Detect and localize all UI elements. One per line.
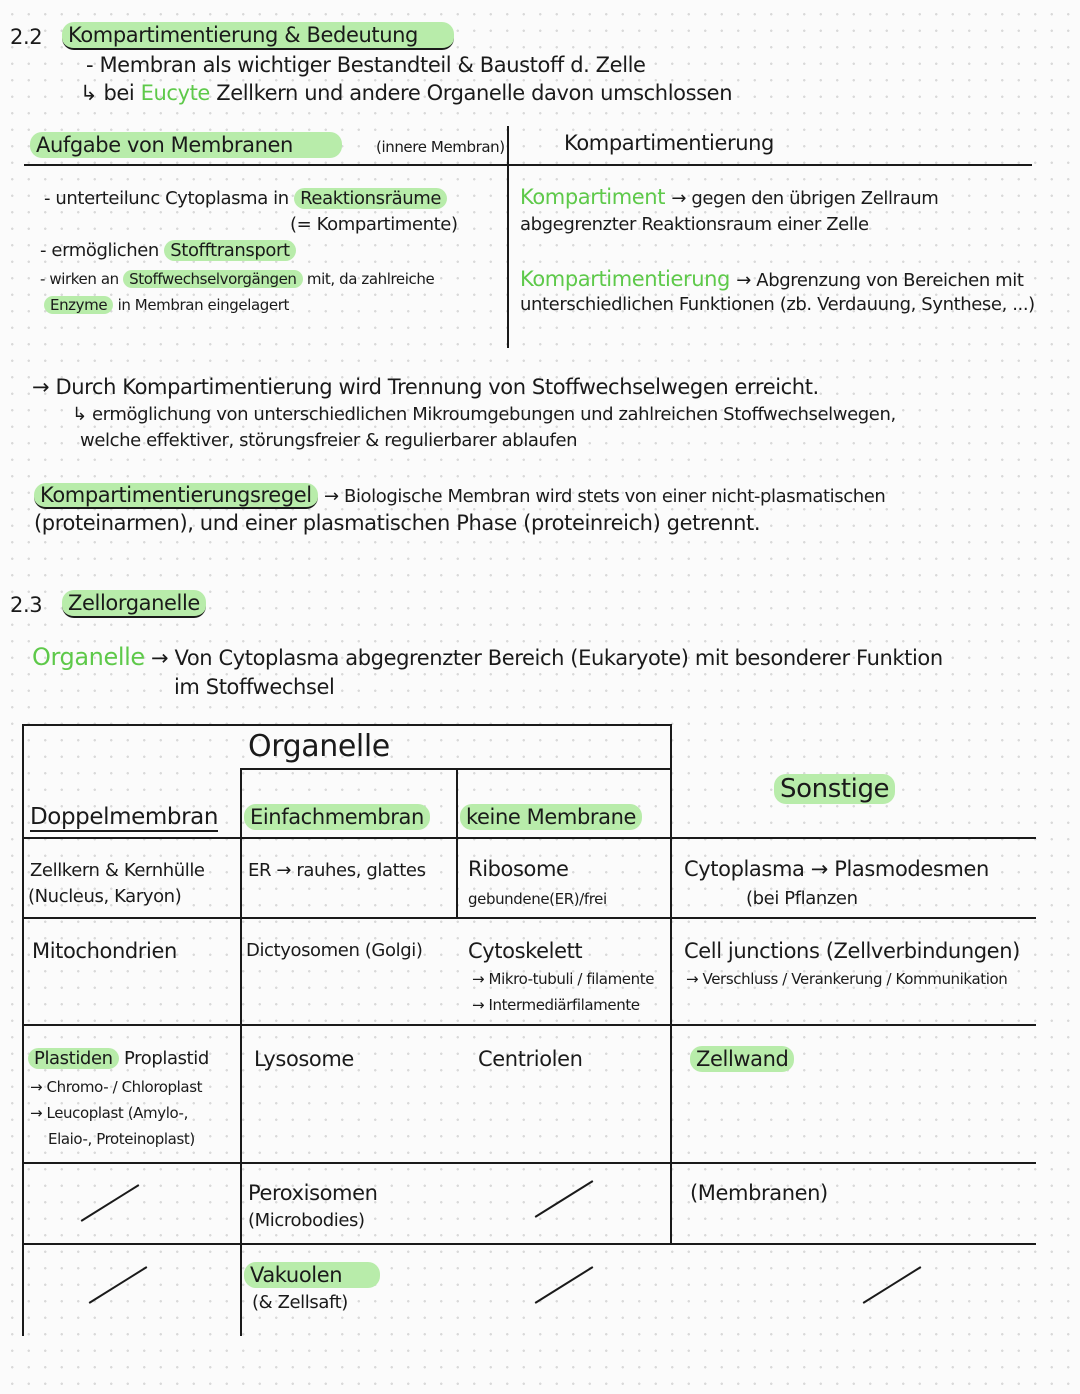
section-number-2-3: 2.3 — [10, 593, 43, 617]
section-number-2-2: 2.2 — [10, 25, 43, 49]
t2-row1-bottom — [22, 917, 1036, 919]
eingelagert-text: in Membran eingelagert — [117, 296, 289, 314]
mikrotubuli-sub: → Mikro-tubuli / filamente — [472, 970, 655, 988]
section-title-kompartimentierung: Kompartimentierung & Bedeutung — [62, 22, 454, 50]
organelle-def-line — [32, 644, 943, 671]
dictyosomen-cell: Dictyosomen (Golgi) — [246, 940, 423, 961]
zellwand-cell: Zellwand — [690, 1046, 794, 1072]
kompartiment-def-line — [520, 184, 938, 212]
arrow-prefix: ↳ bei — [80, 81, 135, 105]
sonstige-header: Sonstige — [774, 774, 895, 804]
organelle-def: → Von Cytoplasma abgegrenzter Bereich (Eukaryote) mit besonderer Funktion — [151, 646, 943, 670]
empty-slash-r4c1 — [81, 1184, 140, 1222]
einfachmembran-header: Einfachmembran — [244, 804, 430, 830]
abgrenzung-def: → Abgrenzung von Bereichen mit — [736, 270, 1024, 291]
kompartimentierung-def-line — [520, 266, 1024, 294]
t2-top — [22, 724, 672, 726]
kompartimentierung-heading: Kompartimentierung — [564, 131, 774, 155]
section-title-zellorganelle: Zellorganelle — [62, 590, 206, 618]
membranen-cell: (Membranen) — [690, 1181, 828, 1205]
eucyte-rest: Zellkern und andere Organelle davon umschlossen — [216, 81, 733, 105]
table1-divider — [507, 126, 509, 348]
centriolen-cell: Centriolen — [478, 1047, 583, 1071]
organelle-header: Organelle — [248, 729, 390, 764]
plastiden-cell — [28, 1046, 209, 1072]
aufgabe-heading: Aufgabe von Membranen — [30, 132, 342, 158]
elaio-sub: Elaio-, Proteinoplast) — [48, 1130, 195, 1148]
doppelmembran-header: Doppelmembran — [30, 804, 219, 830]
kompartimentierungsregel-term: Kompartimentierungsregel — [34, 483, 318, 509]
plastiden-term: Plastiden — [28, 1048, 119, 1069]
zellsaft-sub: (& Zellsaft) — [252, 1292, 348, 1313]
ribosome-sub: gebundene(ER)/frei — [468, 890, 607, 908]
unterteilung-text — [44, 186, 447, 212]
reaktionsraeume-term: Reaktionsräume — [294, 188, 447, 209]
t2-row4-bottom — [22, 1243, 1036, 1245]
enzyme-text — [44, 292, 289, 318]
mitochondrien-cell: Mitochondrien — [32, 939, 177, 963]
regel-line — [34, 482, 885, 510]
er-cell: ER → rauhes, glattes — [248, 860, 426, 881]
kompartimente-note: (= Kompartimente) — [290, 214, 458, 235]
enzyme-term: Enzyme — [44, 296, 113, 314]
empty-slash-r4c3 — [535, 1180, 594, 1218]
kompartiment-term: Kompartiment — [520, 185, 666, 209]
chromo-sub: → Chromo- / Chloroplast — [30, 1078, 203, 1096]
t2-organelle-sub — [240, 768, 670, 770]
kompartiment-def: → gegen den übrigen Zellraum — [671, 188, 939, 209]
leucoplast-sub: → Leucoplast (Amylo-, — [30, 1104, 188, 1122]
effektiver-line: welche effektiver, störungsfreier & regulierbarer ablaufen — [80, 430, 578, 451]
kompartimentierung-term: Kompartimentierung — [520, 267, 730, 291]
stoffwechsel-line: im Stoffwechsel — [174, 675, 335, 699]
keine-membrane-header: keine Membrane — [460, 804, 642, 830]
unterteilung-prefix: - unterteilunc Cytoplasma in — [44, 188, 289, 209]
organelle-term: Organelle — [32, 643, 145, 671]
funktionen-line: unterschiedlichen Funktionen (zb. Verdauung, Synthese, ...) — [520, 294, 1035, 315]
microbodies-sub: (Microbodies) — [248, 1210, 365, 1231]
regel-line-2: (proteinarmen), und einer plasmatischen Phase (proteinreich) getrennt. — [34, 511, 761, 535]
vakuolen-cell: Vakuolen — [244, 1262, 380, 1288]
stofftransport-text — [40, 238, 296, 264]
zahlreiche-text: mit, da zahlreiche — [306, 270, 435, 288]
trennung-line: → Durch Kompartimentierung wird Trennung von Stoffwechselwegen erreicht. — [32, 375, 819, 399]
nucleus-cell: (Nucleus, Karyon) — [28, 886, 182, 907]
empty-slash-r5c4 — [863, 1266, 922, 1304]
t2-org-sonstige-div — [670, 724, 672, 1244]
cytoplasma-cell: Cytoplasma → Plasmodesmen — [684, 857, 989, 881]
cytoskelett-cell: Cytoskelett — [468, 939, 583, 963]
ermoeglichen-prefix: - ermöglichen — [40, 240, 159, 261]
stoffwechsel-text — [40, 266, 434, 292]
t2-col1-div — [240, 768, 242, 1336]
pflanzen-note: (bei Pflanzen — [746, 888, 858, 909]
wirken-prefix: - wirken an — [40, 270, 119, 288]
innere-membran-note: (innere Membran) — [376, 138, 505, 156]
ribosome-cell: Ribosome — [468, 857, 569, 881]
membran-line: - Membran als wichtiger Bestandteil & Baustoff d. Zelle — [86, 53, 646, 77]
verschluss-sub: → Verschluss / Verankerung / Kommunikation — [686, 970, 1008, 988]
eucyte-term: Eucyte — [140, 81, 210, 105]
t2-col2-div — [456, 768, 458, 918]
t2-header-bottom — [22, 837, 1036, 839]
mikroumgebungen-line: ↳ ermöglichung von unterschiedlichen Mikroumgebungen und zahlreichen Stoffwechselwegen, — [72, 404, 896, 425]
lysosome-cell: Lysosome — [254, 1047, 354, 1071]
empty-slash-r5c3 — [535, 1266, 594, 1304]
table1-header-rule — [24, 164, 1032, 166]
regel-text: → Biologische Membran wird stets von einer nicht-plasmatischen — [324, 486, 886, 507]
zellkern-cell: Zellkern & Kernhülle — [30, 860, 205, 881]
cell-junctions-cell: Cell junctions (Zellverbindungen) — [684, 939, 1020, 963]
eucyte-line — [80, 80, 732, 106]
t2-row2-bottom — [22, 1024, 1036, 1026]
stofftransport-term: Stofftransport — [164, 240, 295, 261]
reaktionsraum-line: abgegrenzter Reaktionsraum einer Zelle — [520, 214, 869, 235]
stoffwechselvorgaenge-term: Stoffwechselvorgängen — [123, 270, 302, 288]
proplastid-term: Proplastid — [123, 1048, 209, 1069]
empty-slash-r5c1 — [89, 1266, 148, 1304]
intermediaer-sub: → Intermediärfilamente — [472, 996, 640, 1014]
peroxisomen-cell: Peroxisomen — [248, 1181, 378, 1205]
t2-row3-bottom — [22, 1162, 1036, 1164]
